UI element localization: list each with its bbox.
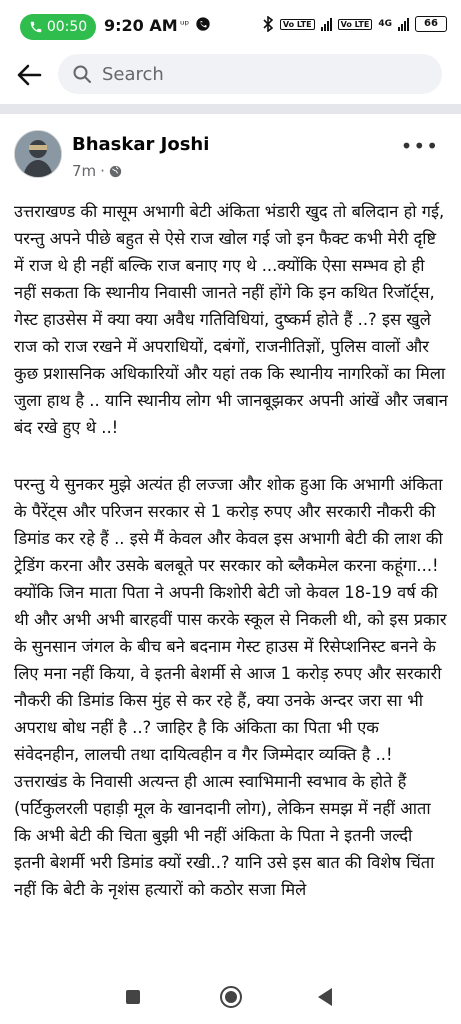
upload-icon: ᵘᵖ — [180, 17, 190, 31]
call-timer: 00:50 — [46, 19, 88, 35]
section-divider — [0, 104, 461, 114]
notification-icons — [180, 16, 211, 32]
home-icon[interactable] — [220, 986, 242, 1008]
network-type-label: 4G — [378, 19, 392, 29]
globe-icon — [109, 165, 122, 178]
battery-icon: 66 — [415, 16, 447, 32]
back-triangle-icon[interactable] — [318, 988, 332, 1006]
post-body — [14, 198, 448, 970]
whatsapp-icon — [195, 16, 211, 32]
volte-badge-1: Vo LTE — [280, 19, 315, 30]
post-paragraph-2: परन्तु ये सुनकर मुझे अत्यंत ही लज्जा और शोक हुआ कि अभागी अंकिता के पैरेंट्स और परिजन सरकार से 1 करोड़ रुपए और सरकारी नौकरी की डिमांड कर रहे हैं .. इसे मैं केवल और केवल इस अभागी बेटी की लाश की ट्रेडिंग करना और उसके बलबूते पर सरकार को ब्लैकमेल करना कहूंगा...! क्योंकि जिन माता पिता ने अपनी किशोरी बेटी जो केवल 18-19 वर्ष की थी और अभी अभी बारहवीं पास करके स्कूल से निकली थी, को इस प्रकार के सुनसान जंगल के बीच बने बदनाम गेस्ट हाउस में रिसेप्शनिस्ट बनने के लिए मना नहीं किया, वे इतनी बेशर्मी से आज 1 करोड़ रुपए और सरकारी नौकरी की डिमांड किस मुंह से कर रहे हैं, क्या उनके अन्दर जरा सा भी अपराध बोध नहीं है ..? जाहिर है कि अंकिता का पिता भी एक संवेदनहीन, लालची तथा दायित्वहीन व गैर जिम्मेदार व्यक्ति है ..! उत्तराखंड के निवासी अत्यन्त ही आत्म स्वाभिमानी स्वभाव के होते हैं (पर्टिकुलरली पहाड़ी मूल के खानदानी लोग), लेकिन समझ में नहीं आता कि अभी बेटी की चिता बुझी भी नहीं अंकिता के पिता ने इतनी जल्दी इतनी बेशर्मी भरी डिमांड क्यों रखी..? यानि उसे इस बात की विशेष चिंता नहीं कि बेटी के नृशंस हत्यारों को कठोर सजा मिले — [14, 475, 447, 899]
system-status-icons — [262, 16, 447, 32]
search-placeholder: Search — [102, 63, 164, 85]
author-name[interactable]: Bhaskar Joshi — [72, 134, 210, 155]
ongoing-call-pill[interactable] — [20, 14, 96, 40]
avatar[interactable] — [14, 130, 62, 178]
top-bar — [0, 52, 461, 98]
post-header — [0, 124, 461, 184]
separator-dot: · — [100, 162, 105, 180]
signal-strength-icon-2 — [398, 17, 409, 31]
search-bar[interactable] — [58, 54, 442, 94]
back-arrow-icon[interactable] — [14, 60, 44, 90]
more-options-icon[interactable]: ••• — [400, 134, 439, 158]
phone-icon — [29, 20, 43, 34]
signal-strength-icon — [321, 17, 332, 31]
post-time[interactable]: 7m — [72, 162, 97, 180]
avatar-image — [15, 131, 61, 177]
status-bar — [0, 0, 461, 52]
post-meta — [72, 162, 122, 180]
android-nav-bar — [0, 970, 461, 1024]
volte-badge-2: Vo LTE — [338, 19, 373, 30]
bluetooth-icon — [262, 16, 274, 32]
search-icon — [72, 64, 92, 84]
clock: 9:20 AM — [104, 16, 178, 35]
recent-apps-icon[interactable] — [126, 990, 140, 1004]
post-paragraph-1: उत्तराखण्ड की मासूम अभागी बेटी अंकिता भंडारी खुद तो बलिदान हो गई, परन्तु अपने पीछे बहुत से ऐसे राज खोल गई जो इन फैक्ट कभी मेरी दृष्टि में राज थे ही नहीं बल्कि राज बनाए गए थे ...क्योंकि ऐसा सम्भव हो ही नहीं सकता कि स्थानीय निवासी जानते नहीं होंगे कि इन कथित रिजॉर्ट्स, गेस्ट हाउसेस में क्या क्या अवैध गतिविधियां, दुष्कर्म होते हैं ..? इस खुले राज को राज रखने में अपराधियों, दबंगों, राजनीतिज्ञों, पुलिस वालों और कुछ प्रशासनिक अधिकारियों और यहां तक कि स्थानीय नागरिकों का मिला जुला हाथ है .. यानि स्थानीय लोग भी जानबूझकर अपनी आंखें और जबान बंद रखे हुए थे ..! — [14, 202, 448, 437]
